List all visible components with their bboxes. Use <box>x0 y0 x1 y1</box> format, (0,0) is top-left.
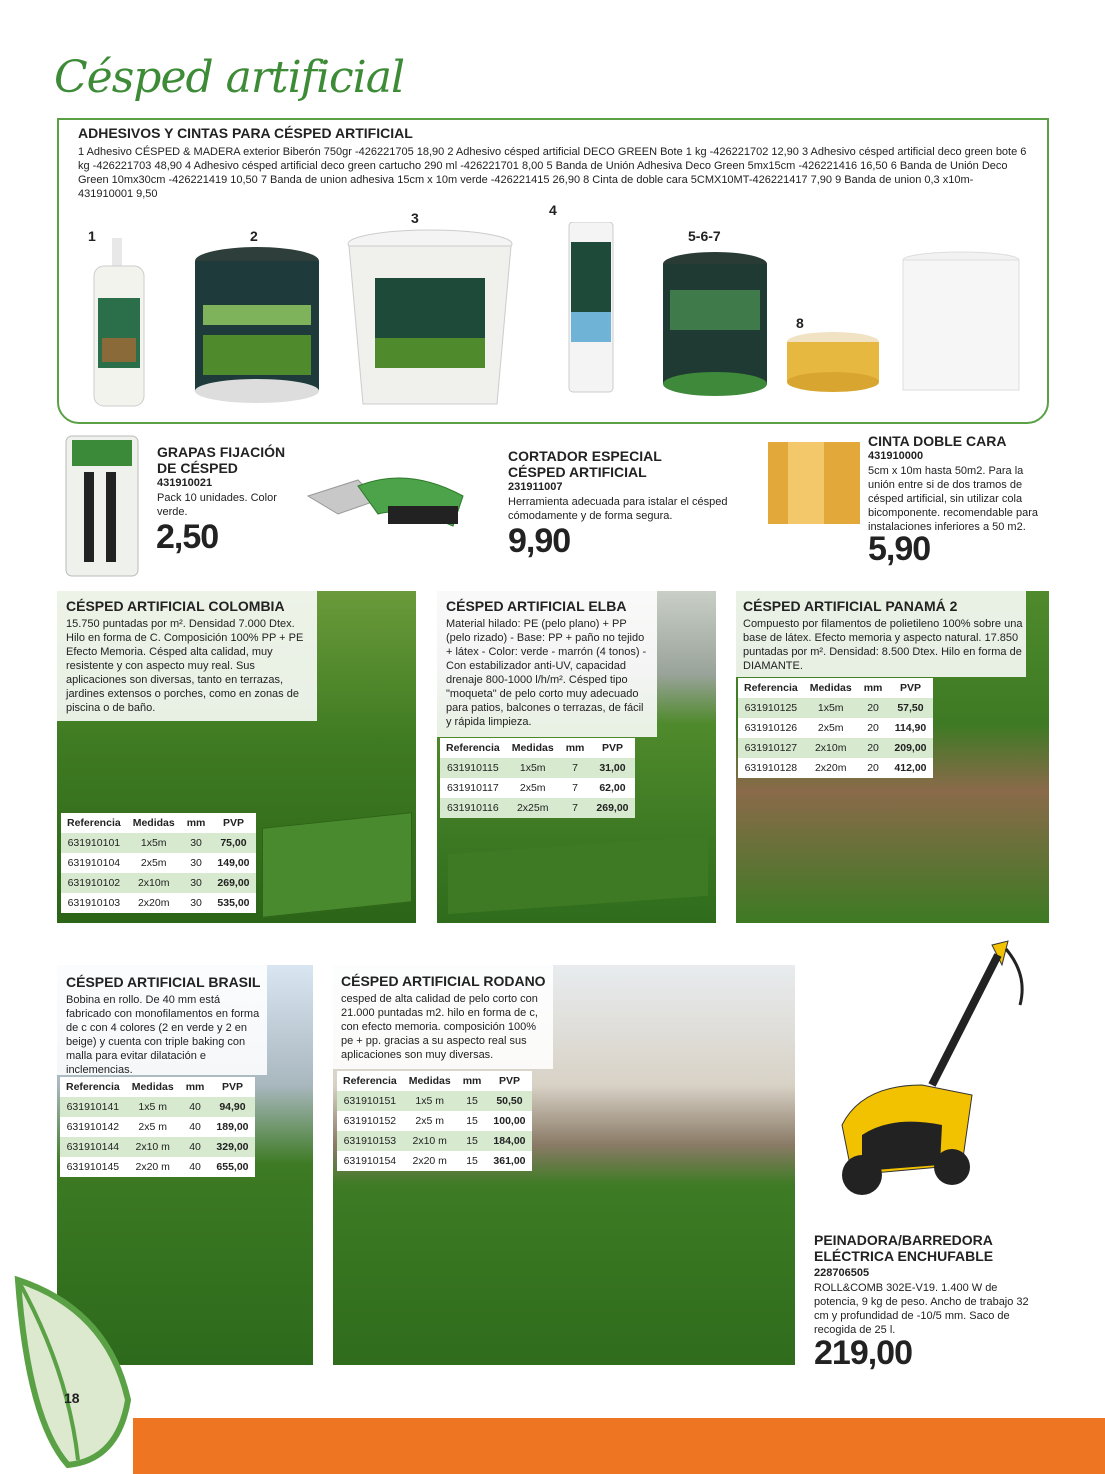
table-row: 631910141 1x5 m 40 94,90 <box>60 1097 255 1117</box>
col-header: mm <box>858 678 889 698</box>
product-number: 5-6-7 <box>688 228 721 244</box>
double-tape-image <box>766 440 862 526</box>
col-header: Medidas <box>804 678 858 698</box>
page-number: 18 <box>64 1390 80 1406</box>
product-number: 1 <box>88 228 96 244</box>
cutter-tool-image <box>298 466 468 536</box>
col-header: PVP <box>888 678 932 698</box>
product-title: CÉSPED ARTIFICIAL BRASIL <box>66 974 261 990</box>
col-header: mm <box>180 1077 211 1097</box>
product-price: 219,00 <box>814 1334 912 1372</box>
col-header: Medidas <box>127 813 181 833</box>
product-number: 8 <box>796 315 804 331</box>
turf-sample <box>262 812 412 918</box>
product-description: ROLL&COMB 302E-V19. 1.400 W de potencia, 9 kg de peso. Ancho de trabajo 32 cm y profundidad de -10/5 mm. Saco de recogida de 25 l. <box>814 1282 1029 1336</box>
product-description: 15.750 puntadas por m². Densidad 7.000 Dtex. Hilo en forma de C. Composición 100% PP + PE Efecto Memoria. Césped alta calidad, muy resistente y con aspecto muy real. Sus aplicaciones son diversas, tanto en terrazas, jardines extensos o porches, como en zonas de piscina o de baño. <box>66 618 304 714</box>
table-row: 631910104 2x5m 30 149,00 <box>61 853 256 873</box>
product-reference: 431910021 <box>157 477 213 489</box>
table-row: 631910102 2x10m 30 269,00 <box>61 873 256 893</box>
product-title: PEINADORA/BARREDORA ELÉCTRICA ENCHUFABLE <box>814 1232 994 1264</box>
product-description: Bobina en rollo. De 40 mm está fabricado con monofilamentos en forma de c con 4 colores (2 en verde y 2 en beige) y cuenta con triple baking con malla para evitar dilatación e inclemencias. <box>66 994 260 1076</box>
table-row: 631910144 2x10 m 40 329,00 <box>60 1137 255 1157</box>
product-title: CÉSPED ARTIFICIAL ELBA <box>446 598 627 614</box>
product-reference: 228706505 <box>814 1267 870 1279</box>
product-price: 9,90 <box>508 522 571 560</box>
col-header: Referencia <box>60 1077 126 1097</box>
col-header: PVP <box>211 813 255 833</box>
col-header: PVP <box>590 738 634 758</box>
col-header: Referencia <box>337 1071 403 1091</box>
col-header: Referencia <box>440 738 506 758</box>
table-row: 631910127 2x10m 20 209,00 <box>738 738 933 758</box>
product-description: 5cm x 10m hasta 50m2. Para la unión entre si de dos tramos de césped artificial, sin utilizar cola bicomponente. recomendable para instalaciones inferiores a 50 m2. <box>868 465 1039 533</box>
adhesive-can-1kg-image <box>193 245 321 405</box>
rodano-price-table <box>337 1071 532 1171</box>
adhesive-cartridge-image <box>565 222 617 402</box>
product-number: 4 <box>549 202 557 218</box>
leaf-icon <box>8 1270 138 1470</box>
col-header: mm <box>457 1071 488 1091</box>
adhesives-description: 1 Adhesivo CÉSPED & MADERA exterior Biberón 750gr -426221705 18,90 2 Adhesivo césped artificial DECO GREEN Bote 1 kg -426221702 12,90 3 Adhesivo césped artificial deco green bote 6 kg -426221703 48,90 4 Adhesivo césped artificial deco green cartucho 290 ml -426221701 8,00 5 Banda de Unión Adhesiva Deco Green 5mx15cm -426221416 16,50 6 Banda de Unión Deco Green 10mx30cm -426221419 10,50 7 Banda de union adhesiva 15cm x 10m verde -426221415 26,90 8 Cinta de doble cara 5CMX10MT-426221417 7,90 9 Banda de union 0,3 x10m-431910001 9,50 <box>78 146 1027 200</box>
product-title: CÉSPED ARTIFICIAL PANAMÁ 2 <box>743 598 958 614</box>
product-price: 5,90 <box>868 530 931 568</box>
product-price: 2,50 <box>156 518 219 556</box>
footer-bar <box>133 1418 1105 1474</box>
page-title: Césped artificial <box>54 52 405 103</box>
table-row: 631910152 2x5 m 15 100,00 <box>337 1111 532 1131</box>
brasil-price-table <box>60 1077 255 1177</box>
product-description: Compuesto por filamentos de polietileno 100% sobre una base de látex. Efecto memoria y aspecto natural. 17.850 puntadas por m². Densidad: 8.500 Dtex. Hilo en forma de DIAMANTE. <box>743 618 1023 672</box>
table-row: 631910126 2x5m 20 114,90 <box>738 718 933 738</box>
table-row: 631910145 2x20 m 40 655,00 <box>60 1157 255 1177</box>
staples-pack-image <box>62 432 142 580</box>
adhesive-bottle-image <box>88 238 150 408</box>
table-row: 631910125 1x5m 20 57,50 <box>738 698 933 718</box>
table-row: 631910101 1x5m 30 75,00 <box>61 833 256 853</box>
product-description: Material hilado: PE (pelo plano) + PP (pelo rizado) - Base: PP + paño no tejido + látex - Color: verde - marrón (4 tonos) - Con estabilizador anti-UV, capacidad drenaje 800-1000 l/h/m². Césped tipo "moqueta" de pelo corto muy adecuado para patios, balcones o terrazas, de fácil y rápida limpieza. <box>446 618 647 728</box>
elba-price-table <box>440 738 635 818</box>
product-title: CORTADOR ESPECIAL CÉSPED ARTIFICIAL <box>508 448 662 480</box>
adhesive-bucket-6kg-image <box>345 228 515 408</box>
panama-price-table <box>738 678 933 778</box>
table-row: 631910103 2x20m 30 535,00 <box>61 893 256 913</box>
product-reference: 231911007 <box>508 481 563 493</box>
col-header: Referencia <box>61 813 127 833</box>
col-header: PVP <box>487 1071 531 1091</box>
scarifier-machine-image <box>822 935 1032 1205</box>
product-number: 2 <box>250 228 258 244</box>
table-row: 631910142 2x5 m 40 189,00 <box>60 1117 255 1137</box>
adhesive-tape-roll-image <box>660 250 770 400</box>
product-description: cesped de alta calidad de pelo corto con 21.000 puntadas m2. hilo en forma de c, con efecto memoria. composición 100% pe + pp. gracias a su aspecto real sus aplicaciones son muy diversas. <box>341 993 538 1061</box>
product-title: CÉSPED ARTIFICIAL COLOMBIA <box>66 598 285 614</box>
product-description: Herramienta adecuada para istalar el césped cómodamente y de forma segura. <box>508 496 728 522</box>
table-row: 631910117 2x5m 7 62,00 <box>440 778 635 798</box>
col-header: Medidas <box>506 738 560 758</box>
table-row: 631910116 2x25m 7 269,00 <box>440 798 635 818</box>
product-title: CÉSPED ARTIFICIAL RODANO <box>341 973 546 989</box>
product-description: Pack 10 unidades. Color verde. <box>157 492 277 518</box>
adhesives-title: ADHESIVOS Y CINTAS PARA CÉSPED ARTIFICIAL <box>78 125 413 141</box>
col-header: mm <box>560 738 591 758</box>
double-sided-tape-image <box>783 330 883 400</box>
union-band-roll-image <box>900 250 1022 398</box>
col-header: mm <box>181 813 212 833</box>
col-header: Medidas <box>403 1071 457 1091</box>
product-title: GRAPAS FIJACIÓN DE CÉSPED <box>157 444 286 476</box>
col-header: Medidas <box>126 1077 180 1097</box>
col-header: Referencia <box>738 678 804 698</box>
colombia-price-table <box>61 813 256 913</box>
table-row: 631910151 1x5 m 15 50,50 <box>337 1091 532 1111</box>
col-header: PVP <box>210 1077 254 1097</box>
table-row: 631910153 2x10 m 15 184,00 <box>337 1131 532 1151</box>
table-row: 631910115 1x5m 7 31,00 <box>440 758 635 778</box>
table-row: 631910128 2x20m 20 412,00 <box>738 758 933 778</box>
product-reference: 431910000 <box>868 450 924 462</box>
table-row: 631910154 2x20 m 15 361,00 <box>337 1151 532 1171</box>
product-number: 3 <box>411 210 419 226</box>
product-title: CINTA DOBLE CARA <box>868 433 1007 449</box>
